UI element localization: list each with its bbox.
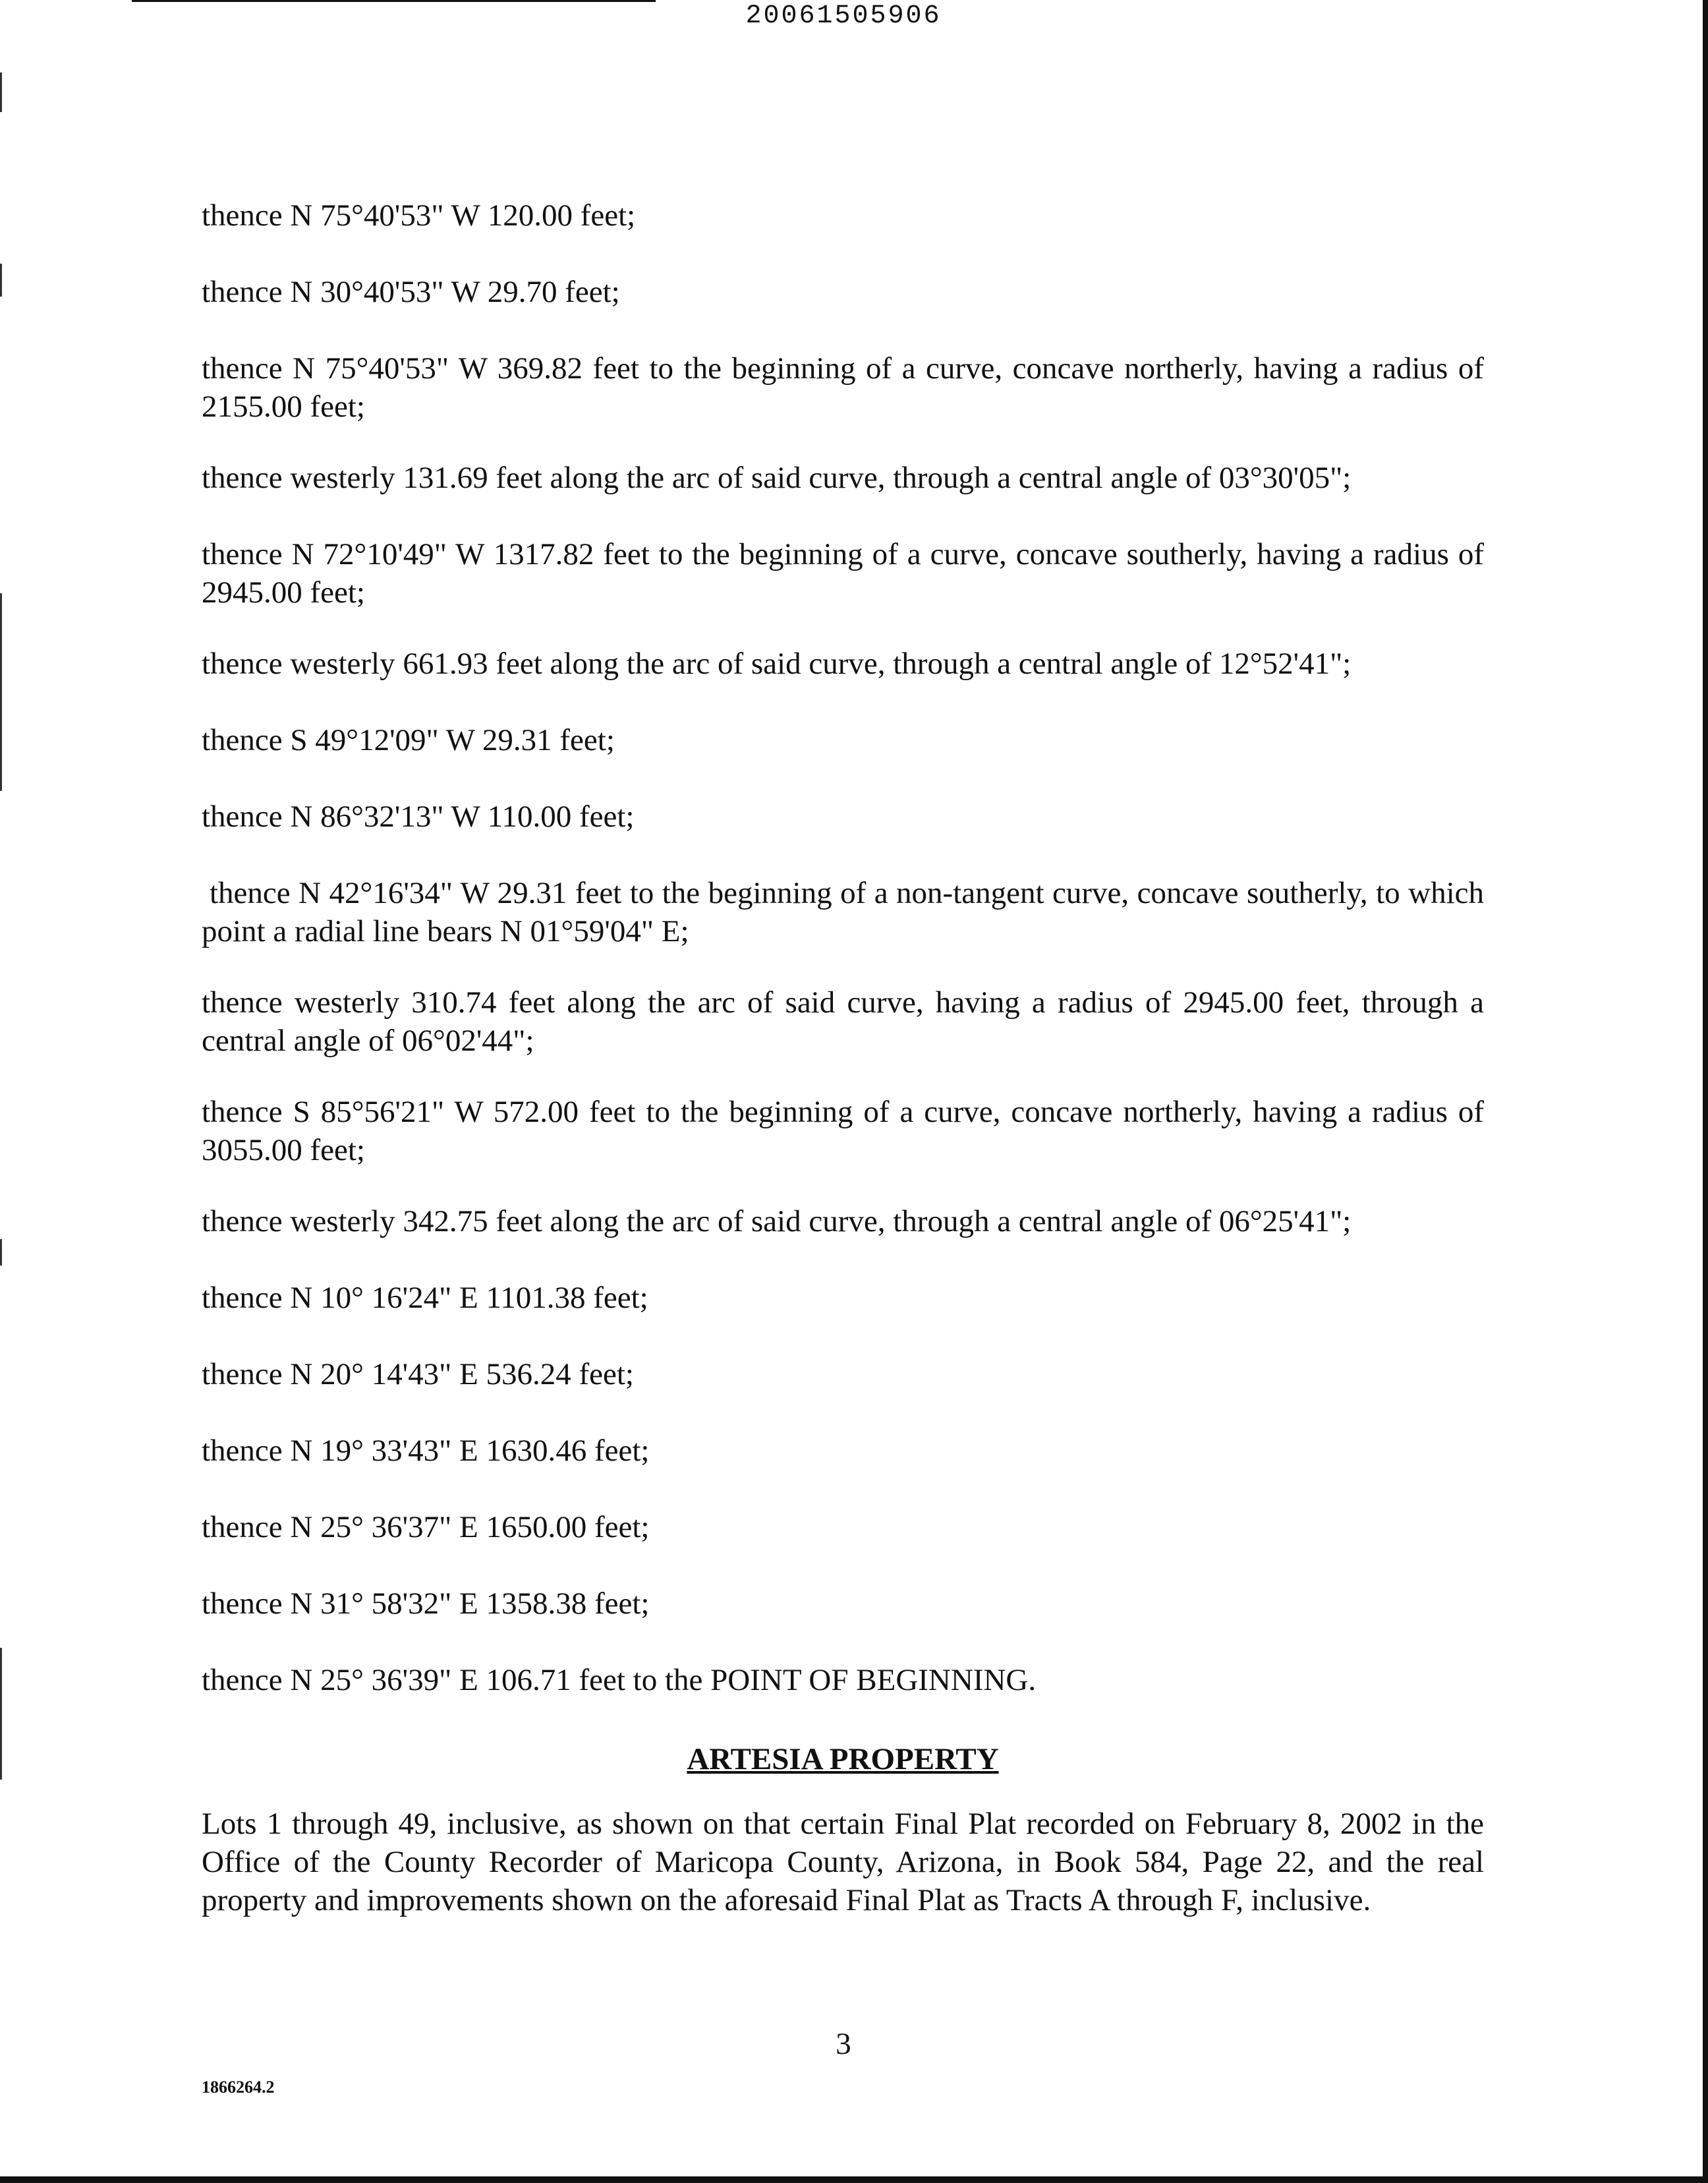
section-paragraph: Lots 1 through 49, inclusive, as shown on that certain Final Plat recorded on February 8, 2002 in the Office of the County Recorder of Maricopa County, Arizona, in Book 584, Page 22, and the real property and improvements shown on the aforesaid Final Plat as Tracts A through F, inclusive. xyxy=(202,1807,1484,1917)
course-line: thence N 31° 58'32" E 1358.38 feet; xyxy=(202,1586,650,1621)
course-line: thence N 75°40'53" W 120.00 feet; xyxy=(202,198,636,233)
course-line: thence N 20° 14'43" E 536.24 feet; xyxy=(202,1357,634,1391)
scan-left-mark xyxy=(0,1239,2,1266)
course-line: thence N 25° 36'37" E 1650.00 feet; xyxy=(202,1510,650,1544)
section-heading: ARTESIA PROPERTY xyxy=(687,1742,999,1776)
course-line: thence N 19° 33'43" E 1630.46 feet; xyxy=(202,1434,650,1468)
document-id: 1866264.2 xyxy=(202,2078,275,2097)
course-line: thence N 75°40'53" W 369.82 feet to the beginning of a curve, concave northerly, having a radius of 2155.00 feet; xyxy=(202,351,1484,424)
course-line: thence N 86°32'13" W 110.00 feet; xyxy=(202,800,635,834)
page-number: 3 xyxy=(836,2027,851,2061)
scan-left-mark xyxy=(0,73,2,112)
scan-left-mark xyxy=(0,1648,2,1780)
course-line: thence N 42°16'34" W 29.31 feet to the beginning of a non-tangent curve, concave southerly, to which point a radial line bears N 01°59'04" E; xyxy=(202,876,1484,948)
recording-number: 20061505906 xyxy=(745,1,942,31)
course-line: thence N 30°40'53" W 29.70 feet; xyxy=(202,275,620,309)
course-line: thence westerly 310.74 feet along the arc of said curve, having a radius of 2945.00 feet, through a central angle of 06°02'44"; xyxy=(202,985,1484,1058)
course-line: thence S 49°12'09" W 29.31 feet; xyxy=(202,723,615,757)
course-line: thence westerly 131.69 feet along the arc of said curve, through a central angle of 03°30'05"; xyxy=(202,461,1352,495)
course-line: thence S 85°56'21" W 572.00 feet to the beginning of a curve, concave northerly, having a radius of 3055.00 feet; xyxy=(202,1095,1484,1167)
scan-left-mark xyxy=(0,593,2,791)
scan-left-mark xyxy=(0,264,2,297)
scan-right-edge xyxy=(1703,0,1708,2183)
course-line: thence N 72°10'49" W 1317.82 feet to the beginning of a curve, concave southerly, having a radius of 2945.00 feet; xyxy=(202,537,1484,610)
legal-description xyxy=(202,196,1484,1952)
course-line: thence N 10° 16'24" E 1101.38 feet; xyxy=(202,1281,648,1315)
course-line: thence westerly 342.75 feet along the arc of said curve, through a central angle of 06°25'41"; xyxy=(202,1204,1352,1238)
scan-bottom-edge xyxy=(0,2176,1708,2183)
course-line: thence westerly 661.93 feet along the arc of said curve, through a central angle of 12°52'41"; xyxy=(202,647,1352,681)
course-line: thence N 25° 36'39" E 106.71 feet to the POINT OF BEGINNING. xyxy=(202,1663,1037,1697)
